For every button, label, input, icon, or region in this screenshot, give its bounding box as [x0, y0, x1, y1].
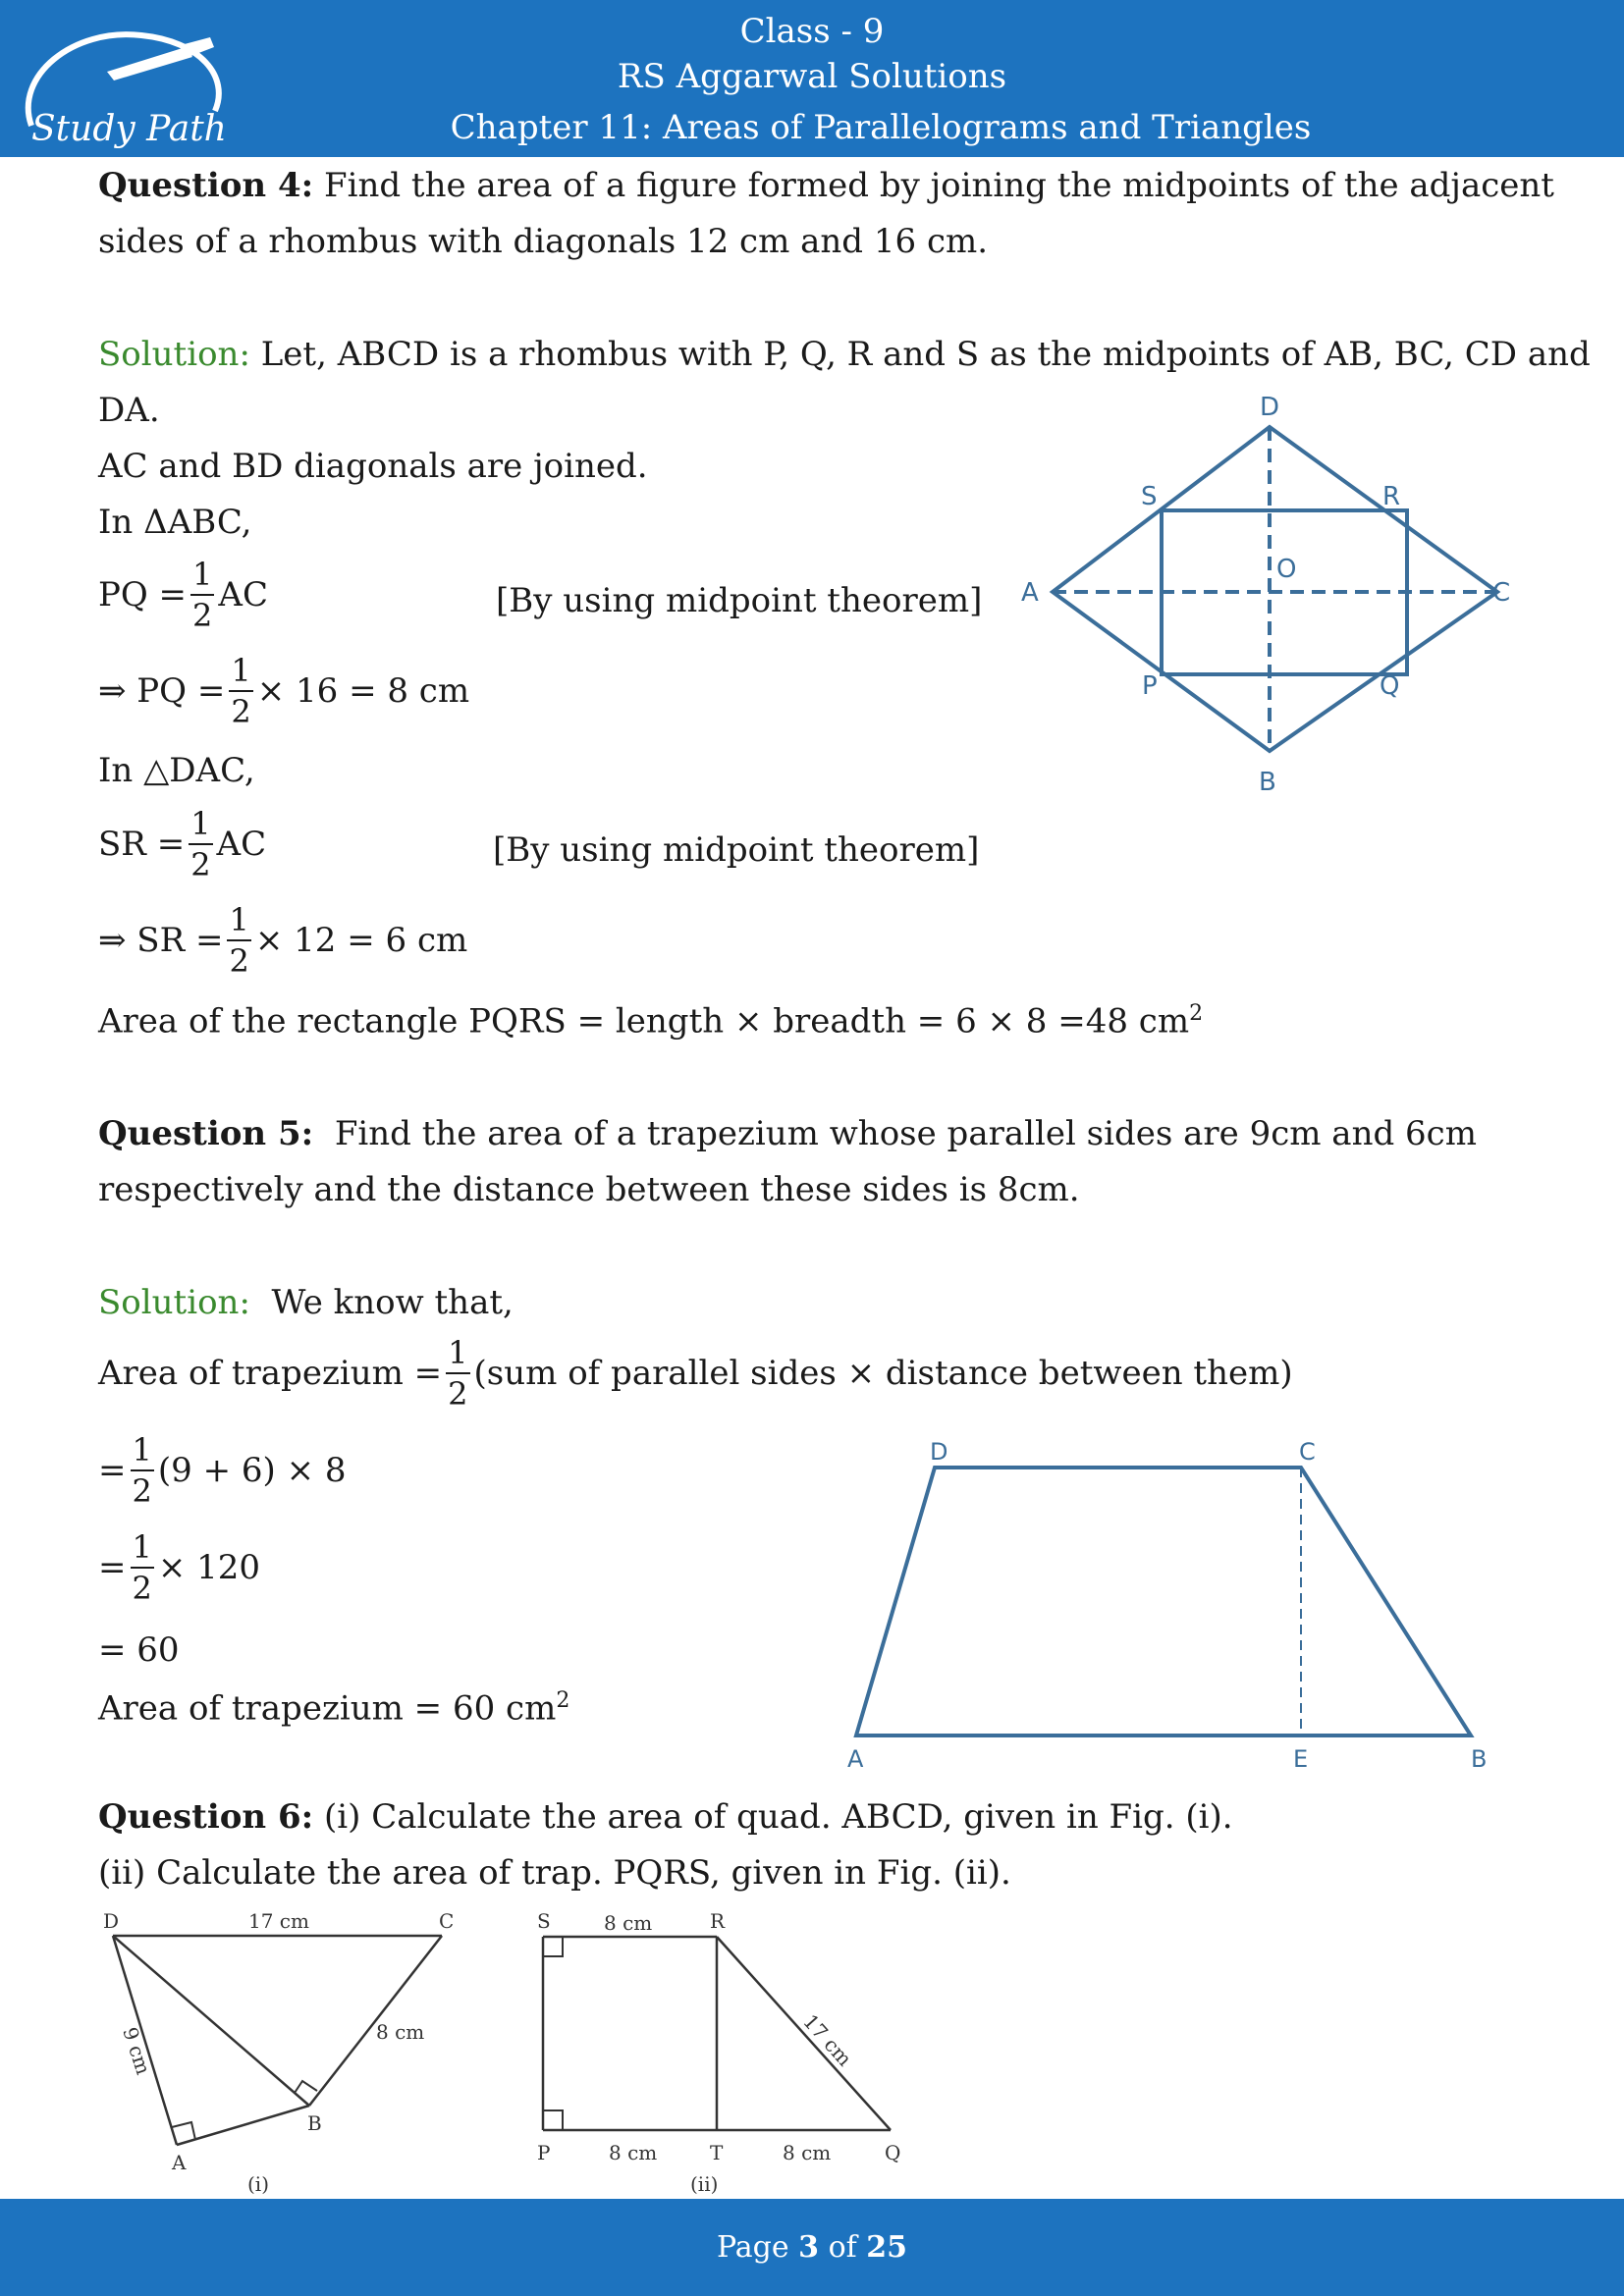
q4-area-result: Area of the rectangle PQRS = length × breadth = 6 × 8 =48 $cm^2$ [98, 1001, 1204, 1041]
label-a: A [847, 1745, 864, 1773]
label-da-length: 9 cm [118, 2024, 156, 2078]
q5-step-3: = 60 [98, 1630, 180, 1670]
label-c: C [1299, 1438, 1316, 1466]
label-p: P [537, 2141, 551, 2164]
label-b: B [1471, 1745, 1488, 1773]
label-e: E [1293, 1745, 1309, 1773]
page-footer: Page 3 of 25 [0, 2199, 1624, 2296]
rhombus-figure [1011, 383, 1532, 805]
q6-question: Question 6: (i) Calculate the area of quad. ABCD, given in Fig. (i). [98, 1797, 1233, 1837]
label-tq-length: 8 cm [783, 2141, 832, 2164]
label-c: C [1492, 578, 1511, 608]
rhombus-abcd [1053, 427, 1497, 751]
quadrilateral-figure-i [93, 1904, 471, 2199]
label-cb-length: 8 cm [376, 2020, 425, 2044]
label-o: O [1276, 555, 1297, 584]
q4-eq-pq-value: ⇒ PQ = $\frac{1}{2}$ × 16 = 8 cm [98, 652, 470, 730]
trapezium-figure-ii [525, 1904, 918, 2199]
label-s: S [1141, 482, 1158, 511]
label-p: P [1142, 671, 1158, 701]
label-s: S [537, 1909, 551, 1933]
q5-solution: Solution: We know that, [98, 1283, 514, 1322]
label-t: T [710, 2141, 724, 2164]
header-book: RS Aggarwal Solutions [617, 57, 1007, 96]
q5-question: Question 5: Find the area of a trapezium whose parallel sides are 9cm and 6cm [98, 1114, 1477, 1153]
q4-solution-cont: DA. [98, 391, 160, 430]
header-class: Class - 9 [739, 12, 885, 51]
label-d: D [103, 1909, 120, 1933]
label-b: B [307, 2111, 322, 2135]
q5-step-2: = $\frac{1}{2}$ × 120 [98, 1528, 261, 1607]
label-a: A [1021, 578, 1039, 608]
label-pt-length: 8 cm [609, 2141, 658, 2164]
label-r: R [1382, 482, 1401, 511]
q4-solution: Solution: Let, ABCD is a rhombus with P, Q, R and S as the midpoints of AB, BC, CD and [98, 335, 1591, 374]
q4-question-cont: sides of a rhombus with diagonals 12 cm and 16 cm. [98, 222, 989, 261]
q4-eq-pq: PQ = $\frac{1}{2}$ AC [98, 556, 268, 634]
label-c: C [439, 1909, 455, 1933]
q4-reason-2: [By using midpoint theorem] [493, 830, 980, 870]
total-pages: 25 [866, 2230, 908, 2265]
header-chapter: Chapter 11: Areas of Parallelograms and Triangles [450, 108, 1312, 147]
svg-text:Study Path: Study Path [31, 109, 227, 149]
label-dc-length: 17 cm [248, 1909, 309, 1933]
label-a: A [172, 2151, 187, 2174]
label-d: D [930, 1438, 948, 1466]
label-r: R [710, 1909, 726, 1933]
q4-line-triangle-abc: In ΔABC, [98, 503, 252, 542]
q4-line-triangle-dac: In △DAC, [98, 751, 255, 790]
label-d: D [1260, 393, 1280, 422]
caption-i: (i) [247, 2172, 270, 2196]
rectangle-pqrs [1162, 510, 1407, 674]
q5-area-result: Area of trapezium = 60 $cm^2$ [98, 1688, 570, 1729]
q4-line-diagonals: AC and BD diagonals are joined. [98, 447, 648, 486]
page-header [0, 0, 1624, 157]
trapezium-abcd [856, 1468, 1471, 1735]
caption-ii: (ii) [690, 2172, 719, 2196]
q5-formula: Area of trapezium = $\frac{1}{2}$ (sum of parallel sides × distance between them) [98, 1334, 1293, 1413]
current-page: 3 [798, 2230, 820, 2265]
q4-eq-sr: SR = $\frac{1}{2}$ AC [98, 805, 267, 883]
label-q: Q [885, 2141, 901, 2164]
q4-question: Question 4: Find the area of a figure formed by joining the midpoints of the adjacent [98, 166, 1554, 205]
label-b: B [1259, 768, 1276, 797]
label-q: Q [1380, 671, 1400, 701]
q6-question-cont: (ii) Calculate the area of trap. PQRS, given in Fig. (ii). [98, 1853, 1011, 1893]
q4-reason-1: [By using midpoint theorem] [496, 581, 983, 620]
label-rq-length: 17 cm [798, 2009, 857, 2071]
trapezium-figure [839, 1433, 1507, 1777]
label-sr-length: 8 cm [604, 1911, 653, 1935]
q5-question-cont: respectively and the distance between these sides is 8cm. [98, 1170, 1080, 1209]
q5-step-1: = $\frac{1}{2}$ (9 + 6) × 8 [98, 1431, 347, 1510]
q4-eq-sr-value: ⇒ SR = $\frac{1}{2}$ × 12 = 6 cm [98, 901, 468, 980]
